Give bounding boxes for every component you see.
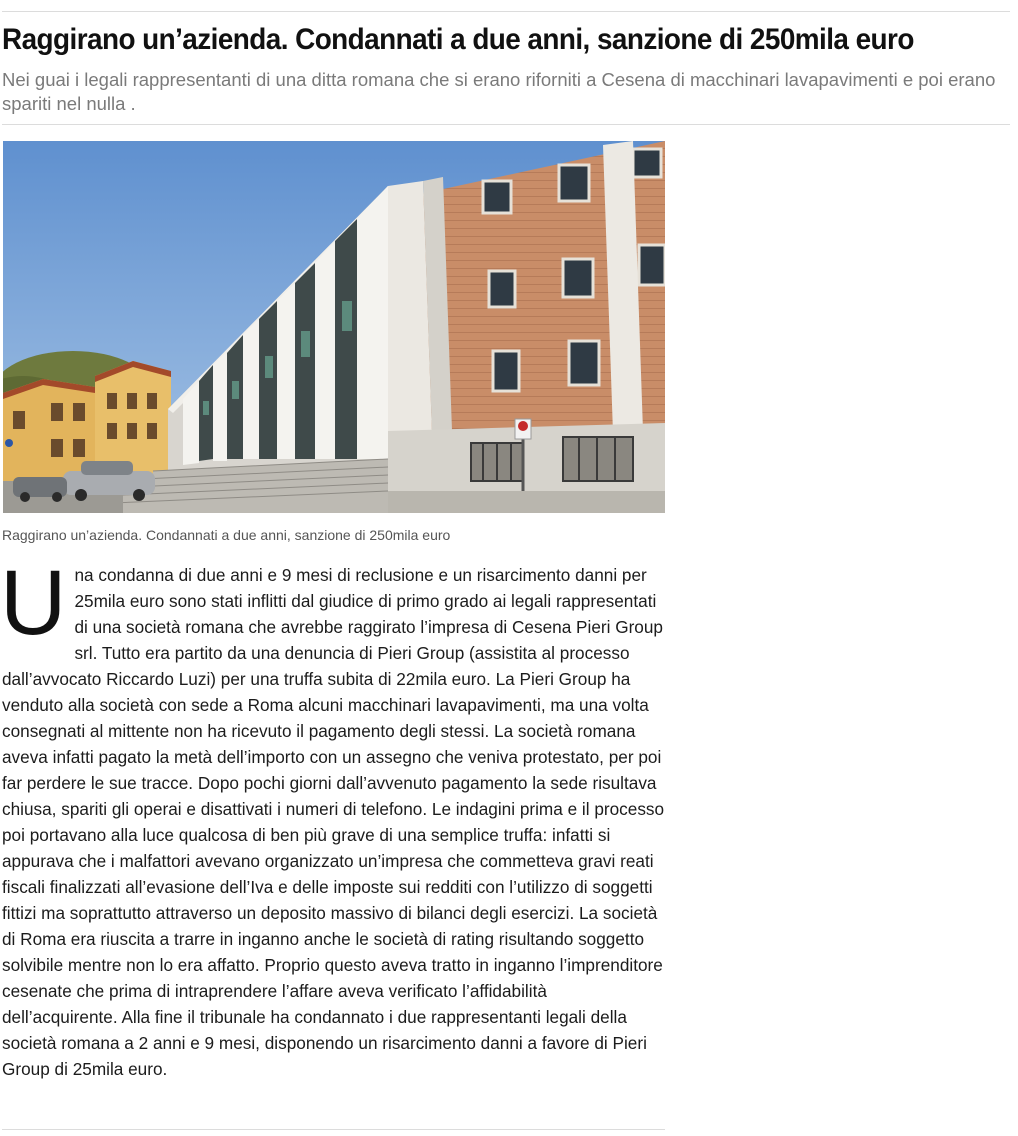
- article-subtitle: Nei guai i legali rappresentanti di una ditta romana che si erano riforniti a Cesena di macchinari lavapavimenti e poi erano spariti nel nulla .: [2, 69, 996, 114]
- article-body: [0, 552, 665, 1082]
- header-divider: [2, 124, 1010, 125]
- bottom-divider: [2, 1129, 665, 1130]
- image-caption: Raggirano un’azienda. Condannati a due anni, sanzione di 250mila euro: [2, 527, 451, 543]
- drop-cap-letter: U: [0, 552, 67, 654]
- article-body-text: na condanna di due anni e 9 mesi di reclusione e un risarcimento danni per 25mila euro sono stati inflitti dal giudice di primo grado ai legali rappresentati di una società romana che avrebbe raggirato l’impresa di Cesena Pieri Group srl. Tutto era partito da una denuncia di Pieri Group (assistita al processo dall’avvocato Riccardo Luzi) per una truffa subita di 22mila euro. La Pieri Group ha venduto alla società con sede a Roma alcuni macchinari lavapavimenti, ma una volta consegnati al mittente non ha ricevuto il pagamento degli stessi. La società romana aveva infatti pagato la metà dell’importo con un assegno che veniva protestato, per poi far perdere le sue tracce. Dopo pochi giorni dall’avvenuto pagamento la sede risultava chiusa, spariti gli operai e disattivati i numeri di telefono. Le indagini prima e il processo poi portavano alla luce qualcosa di ben più grave di una semplice truffa: infatti si appurava che i malfattori avevano organizzato un’impresa che commetteva gravi reati fiscali finalizzati all’evasione dell’Iva e delle imposte sui redditi con l’utilizzo di soggetti fittizi ma soprattutto attraverso un deposito massivo di bilanci degli esercizi. La società di Roma era riuscita a trarre in inganno anche le società di rating risultando soggetto solvibile mentre non lo era affatto. Proprio questo aveva tratto in inganno l’imprenditore cesenate che prima di intraprendere l’affare aveva verificato l’affidabilità dell’acquirente. Alla fine il tribunale ha condannato i due rappresentanti legali della società romana a 2 anni e 9 mesi, disponendo un risarcimento danni a favore di Pieri Group di 25mila euro.: [2, 565, 665, 1079]
- top-divider: [2, 11, 1010, 12]
- courthouse-illustration: [3, 141, 665, 513]
- article-headline: Raggirano un’azienda. Condannati a due anni, sanzione di 250mila euro: [2, 23, 914, 56]
- article-photo-courthouse[interactable]: [3, 141, 665, 513]
